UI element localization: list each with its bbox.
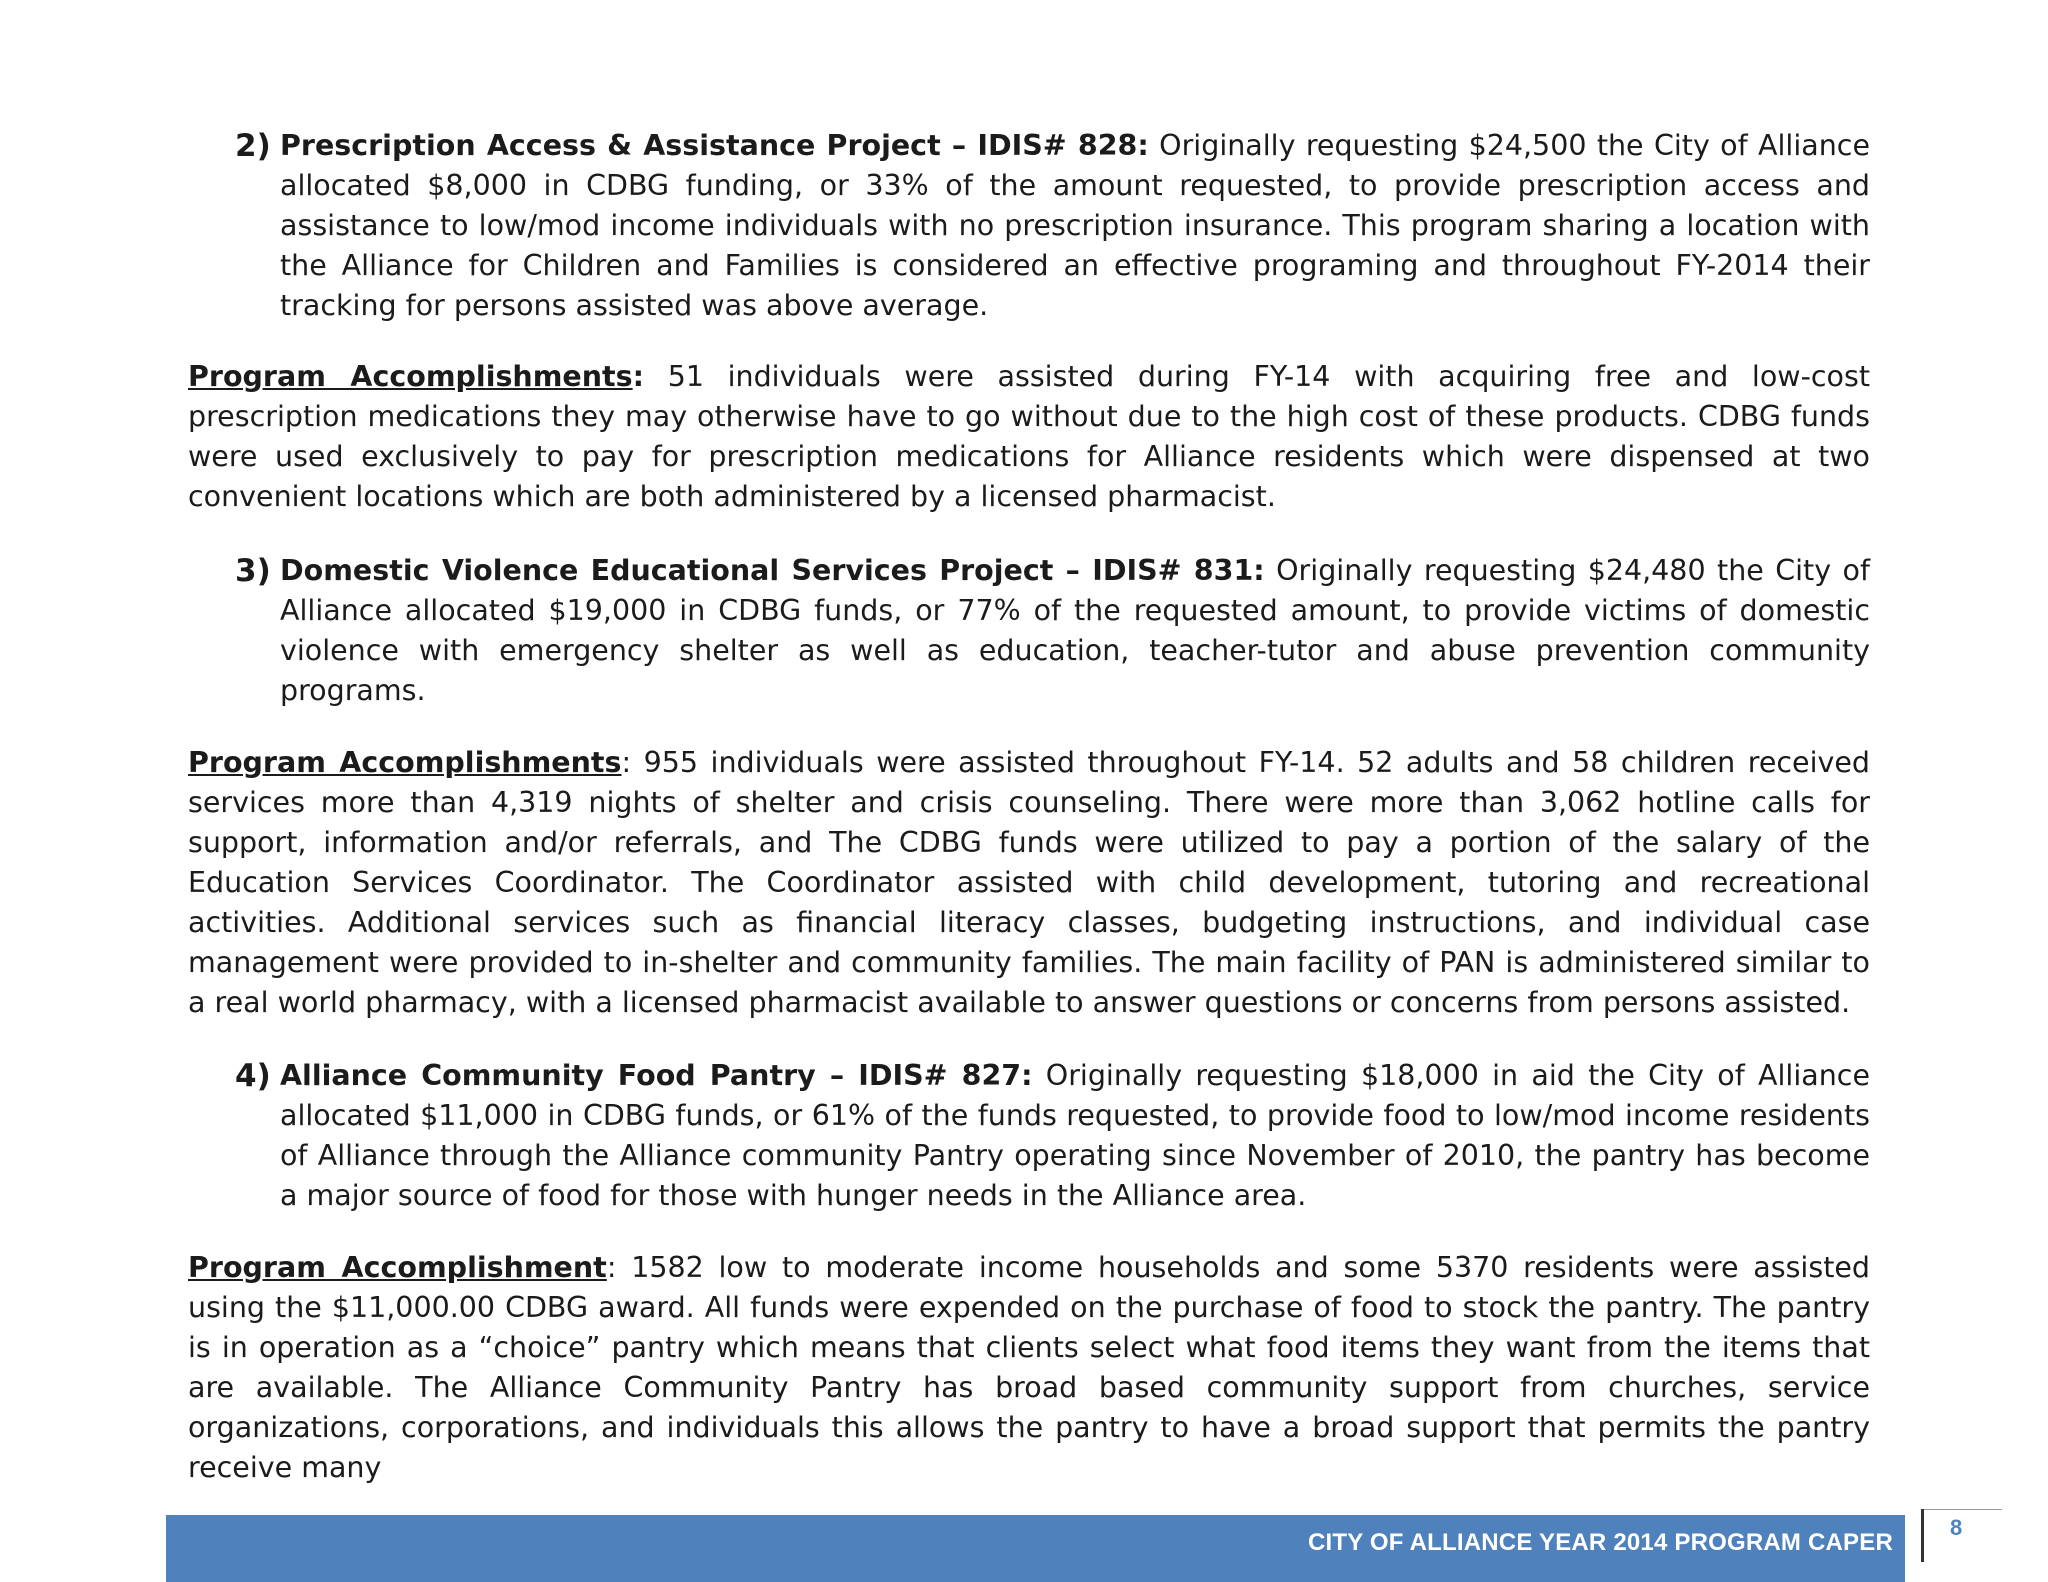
program-accomplishments-3 — [188, 743, 1870, 1023]
item-text: Originally requesting $18,000 in aid the City of Alliance allocated $11,000 in CDBG funds, or 61% of the funds requested, to provide food to low/mod income residents of Alliance through the Alliance community Pantry operating since November of 2010, the pantry has become a major source of food for those with hunger needs in the Alliance area. — [280, 1059, 1870, 1212]
item-heading: Domestic Violence Educational Services Project – IDIS# 831: — [280, 554, 1265, 587]
item-text: Originally requesting $24,480 the City of Alliance allocated $19,000 in CDBG funds, or 77% of the requested amount, to provide victims of domestic violence with emergency shelter as well as education, teacher-tutor and abuse prevention community programs. — [280, 554, 1870, 707]
footer-bar — [166, 1515, 1905, 1582]
project-item-3 — [235, 551, 1870, 711]
item-number: 2) — [235, 128, 271, 164]
program-accomplishments-4 — [188, 1248, 1870, 1488]
item-body — [280, 1056, 1870, 1216]
footer-title: CITY OF ALLIANCE YEAR 2014 PROGRAM CAPER — [1308, 1529, 1893, 1556]
accomplishments-label: Program Accomplishment — [188, 1251, 607, 1284]
program-accomplishments-2 — [188, 357, 1870, 517]
item-body — [280, 551, 1870, 711]
item-number: 4) — [235, 1058, 271, 1094]
accomplishments-colon: : — [632, 360, 645, 393]
page-number-divider — [1921, 1509, 1924, 1562]
item-text: Originally requesting $24,500 the City of Alliance allocated $8,000 in CDBG funding, or 33% of the amount requested, to provide prescription access and assistance to low/mod income individuals with no prescription insurance. This program sharing a location with the Alliance for Children and Families is considered an effective programing and throughout FY-2014 their tracking for persons assisted was above average. — [280, 129, 1870, 322]
item-heading: Alliance Community Food Pantry – IDIS# 827: — [280, 1059, 1033, 1092]
accomplishments-text: 955 individuals were assisted throughout FY-14. 52 adults and 58 children received services more than 4,319 nights of shelter and crisis counseling. There were more than 3,062 hotline calls for support, information and/or referrals, and The CDBG funds were utilized to pay a portion of the salary of the Education Services Coordinator. The Coordinator assisted with child development, tutoring and recreational activities. Additional services such as financial literacy classes, budgeting instructions, and individual case management were provided to in-shelter and community families. The main facility of PAN is administered similar to a real world pharmacy, with a licensed pharmacist available to answer questions or concerns from persons assisted. — [188, 746, 1870, 1019]
accomplishments-colon: : — [606, 1251, 617, 1284]
accomplishments-text: 51 individuals were assisted during FY-14 with acquiring free and low-cost prescription medications they may otherwise have to go without due to the high cost of these products. CDBG funds were used exclusively to pay for prescription medications for Alliance residents which were dispensed at two convenient locations which are both administered by a licensed pharmacist. — [188, 360, 1870, 513]
item-number: 3) — [235, 553, 271, 589]
accomplishments-label: Program Accomplishments — [188, 746, 622, 779]
accomplishments-colon: : — [621, 746, 632, 779]
page-number-rule — [1921, 1509, 2002, 1510]
page-number: 8 — [1950, 1515, 1963, 1540]
accomplishments-text: 1582 low to moderate income households and some 5370 residents were assisted using the $11,000.00 CDBG award. All funds were expended on the purchase of food to stock the pantry. The pantry is in operation as a “choice” pantry which means that clients select what food items they want from the items that are available. The Alliance Community Pantry has broad based community support from churches, service organizations, corporations, and individuals this allows the pantry to have a broad support that permits the pantry receive many — [188, 1251, 1870, 1484]
item-body — [280, 126, 1870, 326]
accomplishments-label: Program Accomplishments — [188, 360, 633, 393]
project-item-4 — [235, 1056, 1870, 1216]
project-item-2 — [235, 126, 1870, 326]
item-heading: Prescription Access & Assistance Project – IDIS# 828: — [280, 129, 1149, 162]
